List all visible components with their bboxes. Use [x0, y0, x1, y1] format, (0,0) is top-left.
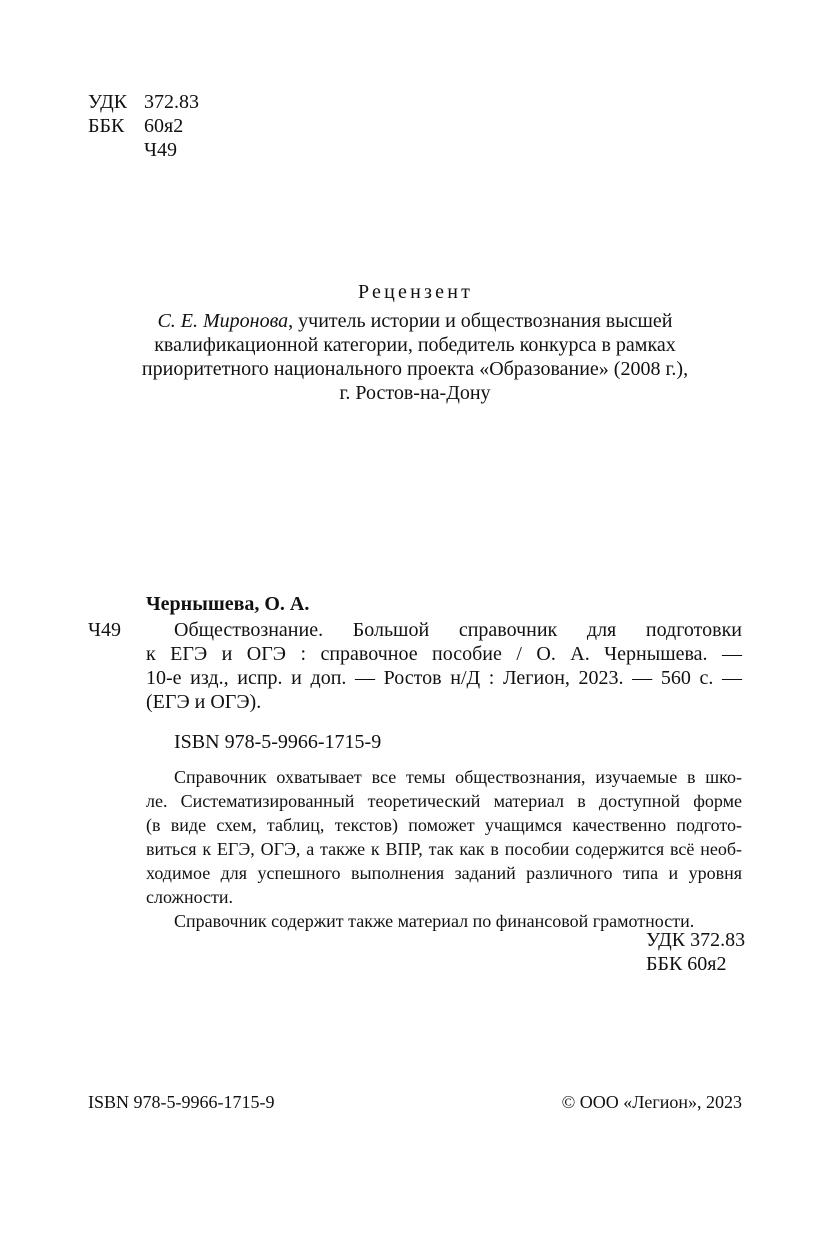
annotation-line: ле. Систематизированный теоретический материал в доступной форме [146, 791, 742, 811]
annotation-paragraph-2: Справочник содержит также материал по финансовой грамотности. [174, 911, 695, 931]
annotation-line: ходимое для успешного выполнения заданий различного типа и уровня [146, 863, 742, 883]
annotation-line: сложности. [146, 887, 234, 907]
annotation-bbk: ББК 60я2 [646, 953, 727, 975]
bib-line-1: Обществознание. Большой справочник для подготовки [174, 619, 742, 641]
reviewer-line-2: квалификационной категории, победитель конкурса в рамках [154, 334, 676, 356]
reviewer-heading: Рецензент [358, 281, 474, 303]
reviewer-line-1: С. Е. Миронова, учитель истории и обществознания высшей [157, 310, 673, 332]
udk-label: УДК [88, 91, 128, 113]
annotation-line: виться к ЕГЭ, ОГЭ, а также к ВПР, так как в пособии содержится всё необ- [146, 839, 742, 859]
classification-codes [88, 90, 199, 162]
author-sign: Ч49 [88, 619, 121, 641]
footer-copyright: © ООО «Легион», 2023 [561, 1092, 742, 1112]
annotation-line: Справочник охватывает все темы обществознания, изучаемые в шко- [174, 767, 742, 787]
reviewer-info [130, 309, 700, 405]
author-heading: Чернышева, О. А. [146, 593, 310, 615]
isbn-main: ISBN 978-5-9966-1715-9 [174, 731, 382, 753]
reviewer-line-4: г. Ростов-на-Дону [339, 382, 491, 404]
author-sign-row [88, 138, 199, 162]
bbk-value: 60я2 [144, 115, 184, 137]
annotation [146, 765, 742, 933]
reviewer-line-3: приоритетного национального проекта «Образование» (2008 г.), [141, 358, 689, 380]
footer-isbn: ISBN 978-5-9966-1715-9 [88, 1092, 275, 1112]
author-sign-top: Ч49 [144, 139, 177, 161]
annotation-udk: УДК 372.83 [646, 929, 746, 951]
bbk-row [88, 114, 199, 138]
bib-line-2: к ЕГЭ и ОГЭ : справочное пособие / О. А. Чернышева. — [146, 643, 742, 665]
bibliographic-description [146, 618, 742, 714]
reviewer-name: С. Е. Миронова [157, 310, 289, 332]
udk-row [88, 90, 199, 114]
bbk-label: ББК [88, 115, 125, 137]
bib-line-3: 10-е изд., испр. и доп. — Ростов н/Д : Легион, 2023. — 560 с. — [146, 667, 742, 689]
bib-line-4: (ЕГЭ и ОГЭ). [146, 691, 262, 713]
udk-value: 372.83 [144, 91, 199, 113]
annotation-line: (в виде схем, таблиц, текстов) поможет учащимся качественно подгото- [146, 815, 742, 835]
